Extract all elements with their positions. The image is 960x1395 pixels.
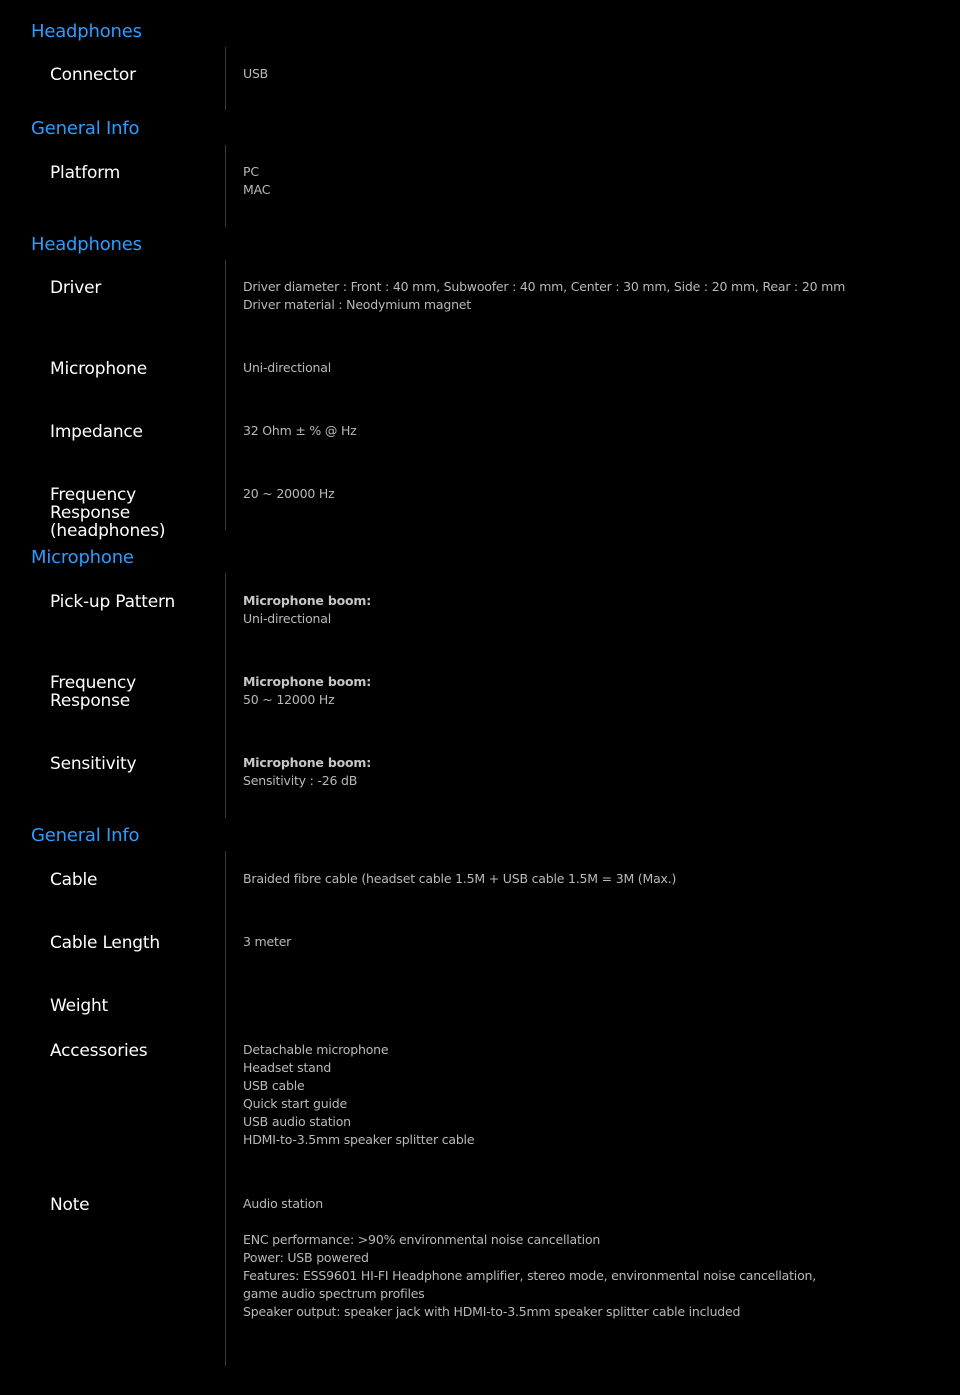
spec-value-line: 3 meter <box>243 934 292 949</box>
spec-label-platform: Platform <box>50 163 121 183</box>
spec-value-line: Uni-directional <box>243 611 331 626</box>
spec-value-cable <box>243 870 883 888</box>
spec-value-line: Audio station <box>243 1196 323 1211</box>
spec-label-cable-length: Cable Length <box>50 933 160 953</box>
spec-value-line: Features: ESS9601 HI-FI Headphone amplifier, stereo mode, environmental noise cancellation, game audio spectrum profiles <box>243 1268 817 1301</box>
spec-label-weight: Weight <box>50 996 109 1016</box>
spec-value-line: Speaker output: speaker jack with HDMI-to-3.5mm speaker splitter cable included <box>243 1304 741 1319</box>
spec-value-frequency-response-mic <box>243 673 883 709</box>
spec-value-connector <box>243 65 883 83</box>
spec-value-line: 32 Ohm ± % @ Hz <box>243 423 357 438</box>
spec-value-line: 20 ~ 20000 Hz <box>243 486 335 501</box>
spec-label-impedance: Impedance <box>50 422 143 442</box>
spec-value-line: USB <box>243 66 269 81</box>
section-title-general-info: General Info <box>31 825 140 846</box>
spec-value-impedance <box>243 422 883 440</box>
spec-value-frequency-response-headphones <box>243 485 883 503</box>
spec-value-accessories <box>243 1041 883 1149</box>
spec-value-platform <box>243 163 883 199</box>
section-title-headphones: Headphones <box>31 21 142 42</box>
spec-value-heading: Microphone boom: <box>243 755 371 770</box>
column-divider <box>225 145 226 227</box>
section-title-microphone: Microphone <box>31 547 134 568</box>
spec-value-heading: Microphone boom: <box>243 674 371 689</box>
spec-value-line: PC <box>243 164 259 179</box>
section-title-headphones: Headphones <box>31 234 142 255</box>
spec-value-cable-length <box>243 933 883 951</box>
spec-value-line: Uni-directional <box>243 360 331 375</box>
spacer <box>243 1213 843 1231</box>
spec-label-microphone: Microphone <box>50 359 147 379</box>
spec-label-note: Note <box>50 1195 90 1215</box>
section-title-general-info: General Info <box>31 118 140 139</box>
list-item: USB audio station <box>243 1114 351 1129</box>
spec-value-heading: Microphone boom: <box>243 593 371 608</box>
spec-value-line: Driver diameter : Front : 40 mm, Subwoofer : 40 mm, Center : 30 mm, Side : 20 mm, Rear : 20 mm <box>243 279 846 294</box>
spec-value-note <box>243 1195 843 1321</box>
list-item: Quick start guide <box>243 1096 347 1111</box>
spec-label-connector: Connector <box>50 65 136 85</box>
spec-value-pickup-pattern <box>243 592 883 628</box>
column-divider <box>225 260 226 530</box>
spec-label-driver: Driver <box>50 278 102 298</box>
list-item: USB cable <box>243 1078 305 1093</box>
spec-label-frequency-response-headphones: Frequency Response (headphones) <box>50 485 166 541</box>
spec-value-sensitivity <box>243 754 883 790</box>
spec-value-line: Braided fibre cable (headset cable 1.5M + USB cable 1.5M = 3M (Max.) <box>243 871 677 886</box>
spec-label-cable: Cable <box>50 870 98 890</box>
spec-value-line: Sensitivity : -26 dB <box>243 773 358 788</box>
spec-value-line: Power: USB powered <box>243 1250 369 1265</box>
list-item: Headset stand <box>243 1060 332 1075</box>
spec-value-line: Driver material : Neodymium magnet <box>243 297 471 312</box>
spec-label-pickup-pattern: Pick-up Pattern <box>50 592 176 612</box>
column-divider <box>225 851 226 1366</box>
spec-value-line: MAC <box>243 182 271 197</box>
column-divider <box>225 573 226 818</box>
column-divider <box>225 47 226 110</box>
spec-value-line: ENC performance: >90% environmental noise cancellation <box>243 1232 601 1247</box>
spec-label-frequency-response-mic: Frequency Response <box>50 673 137 711</box>
list-item: HDMI-to-3.5mm speaker splitter cable <box>243 1132 475 1147</box>
spec-value-microphone <box>243 359 883 377</box>
spec-label-sensitivity: Sensitivity <box>50 754 137 774</box>
spec-value-line: 50 ~ 12000 Hz <box>243 692 335 707</box>
spec-value-driver <box>243 278 883 314</box>
spec-label-accessories: Accessories <box>50 1041 148 1061</box>
list-item: Detachable microphone <box>243 1042 389 1057</box>
